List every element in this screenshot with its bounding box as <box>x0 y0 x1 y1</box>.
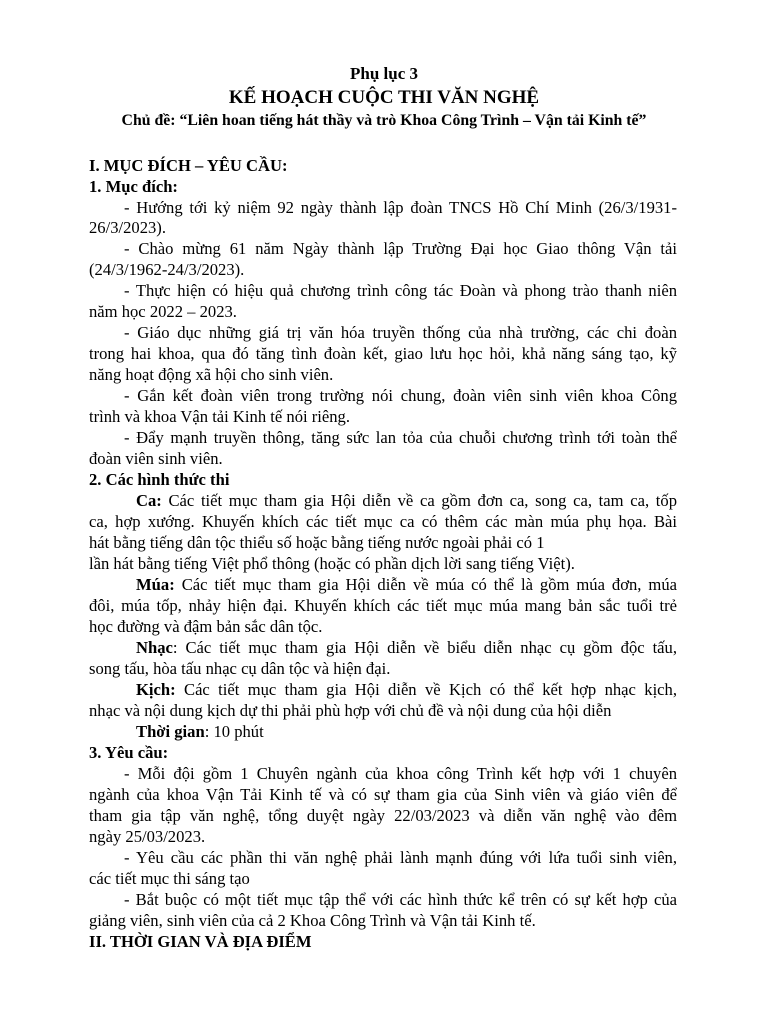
purpose-line: - Giáo dục những giá trị văn hóa truyền thống của nhà trường, các chi đoàn <box>124 323 677 342</box>
requirement-line: - Yêu cầu các phần thi văn nghệ phải lành mạnh đúng với lứa tuổi sinh viên, <box>124 848 677 867</box>
purpose-line: - Gắn kết đoàn viên trong trường nói chung, đoàn viên sinh viên khoa Công <box>124 386 677 405</box>
purpose-line: năng hoạt động xã hội cho sinh viên. <box>89 365 334 384</box>
form-ca-line: lần hát bằng tiếng Việt phổ thông (hoặc có phần dịch lời sang tiếng Việt). <box>89 554 575 573</box>
requirement-line: các tiết mục thi sáng tạo <box>89 869 250 888</box>
form-mua-line <box>136 575 677 595</box>
requirement-line: ngành của khoa Vận Tải Kinh tế và có sự tham gia của Sinh viên và giáo viên để <box>89 785 677 804</box>
form-mua-text: Các tiết mục tham gia Hội diễn về múa có thể là gồm múa đơn, múa <box>174 575 677 594</box>
form-nhac-line <box>136 638 677 658</box>
time-line <box>136 722 677 742</box>
document-title: KẾ HOẠCH CUỘC THI VĂN NGHỆ <box>228 87 540 108</box>
purpose-line: trong hai khoa, qua đó tăng tình đoàn kết, giao lưu học hỏi, khả năng sáng tạo, kỹ <box>89 344 677 363</box>
requirements-heading: 3. Yêu cầu: <box>89 743 169 762</box>
purpose-line: - Chào mừng 61 năm Ngày thành lập Trường Đại học Giao thông Vận tải <box>124 239 677 258</box>
form-mua-line: đôi, múa tốp, nhảy hiện đại. Khuyến khích các tiết mục múa mang bản sắc tuổi trẻ <box>89 596 677 615</box>
form-kich-label: Kịch: <box>136 680 176 699</box>
time-label: Thời gian <box>136 722 205 741</box>
requirement-line: tham gia tập văn nghệ, tổng duyệt ngày 22/03/2023 và diễn văn nghệ vào đêm <box>89 806 677 825</box>
section-2-heading: II. THỜI GIAN VÀ ĐỊA ĐIỂM <box>89 932 312 951</box>
form-kich-text: Các tiết mục tham gia Hội diễn về Kịch có thể kết hợp nhạc kịch, <box>175 680 677 699</box>
form-ca-line <box>136 491 677 511</box>
form-mua-line: học đường và đậm bản sắc dân tộc. <box>89 617 323 636</box>
requirement-line: - Mỗi đội gồm 1 Chuyên ngành của khoa công Trình kết hợp với 1 chuyên <box>124 764 677 783</box>
form-ca-label: Ca: <box>136 491 162 510</box>
forms-heading: 2. Các hình thức thi <box>89 470 230 489</box>
requirement-line: ngày 25/03/2023. <box>89 827 206 846</box>
purpose-line: trình và khoa Vận tải Kinh tế nói riêng. <box>89 407 350 426</box>
purpose-line: năm học 2022 – 2023. <box>89 302 237 321</box>
document-subtitle: Chủ đề: “Liên hoan tiếng hát thầy và trò Khoa Công Trình – Vận tải Kinh tế” <box>121 112 647 129</box>
form-mua-label: Múa: <box>136 575 175 594</box>
purpose-line: 26/3/2023). <box>89 218 166 237</box>
form-kich-line: nhạc và nội dung kịch dự thi phải phù hợp với chủ đề và nội dung của hội diễn <box>89 701 612 720</box>
form-ca-line: hát bằng tiếng dân tộc thiểu số hoặc bằng tiếng nước ngoài phải có 1 <box>89 533 545 552</box>
purpose-line: - Hướng tới kỷ niệm 92 ngày thành lập đoàn TNCS Hồ Chí Minh (26/3/1931- <box>124 198 677 217</box>
form-nhac-line: song tấu, hòa tấu nhạc cụ dân tộc và hiện đại. <box>89 659 391 678</box>
purpose-line: - Đẩy mạnh truyền thông, tăng sức lan tỏa của chuỗi chương trình tới toàn thể <box>124 428 677 447</box>
purpose-line: (24/3/1962-24/3/2023). <box>89 260 245 279</box>
appendix-label: Phụ lục 3 <box>349 64 419 83</box>
form-ca-line: ca, hợp xướng. Khuyến khích các tiết mục ca có thêm các màn múa phụ họa. Bài <box>89 512 677 531</box>
requirement-line: giảng viên, sinh viên của cả 2 Khoa Công Trình và Vận tải Kinh tế. <box>89 911 536 930</box>
purpose-line: - Thực hiện có hiệu quả chương trình công tác Đoàn và phong trào thanh niên <box>124 281 677 300</box>
form-nhac-label: Nhạc <box>136 638 173 657</box>
time-value: : 10 phút <box>204 722 264 741</box>
form-nhac-text: : Các tiết mục tham gia Hội diễn về biểu diễn nhạc cụ gồm độc tấu, <box>172 638 677 657</box>
section-1-heading: I. MỤC ĐÍCH – YÊU CẦU: <box>89 156 288 175</box>
form-kich-line <box>136 680 677 700</box>
purpose-line: đoàn viên sinh viên. <box>89 449 223 468</box>
purpose-heading: 1. Mục đích: <box>89 177 178 196</box>
requirement-line: - Bắt buộc có một tiết mục tập thể với các hình thức kể trên có sự kết hợp của <box>124 890 677 909</box>
form-ca-text: Các tiết mục tham gia Hội diễn về ca gồm đơn ca, song ca, tam ca, tốp <box>161 491 677 510</box>
